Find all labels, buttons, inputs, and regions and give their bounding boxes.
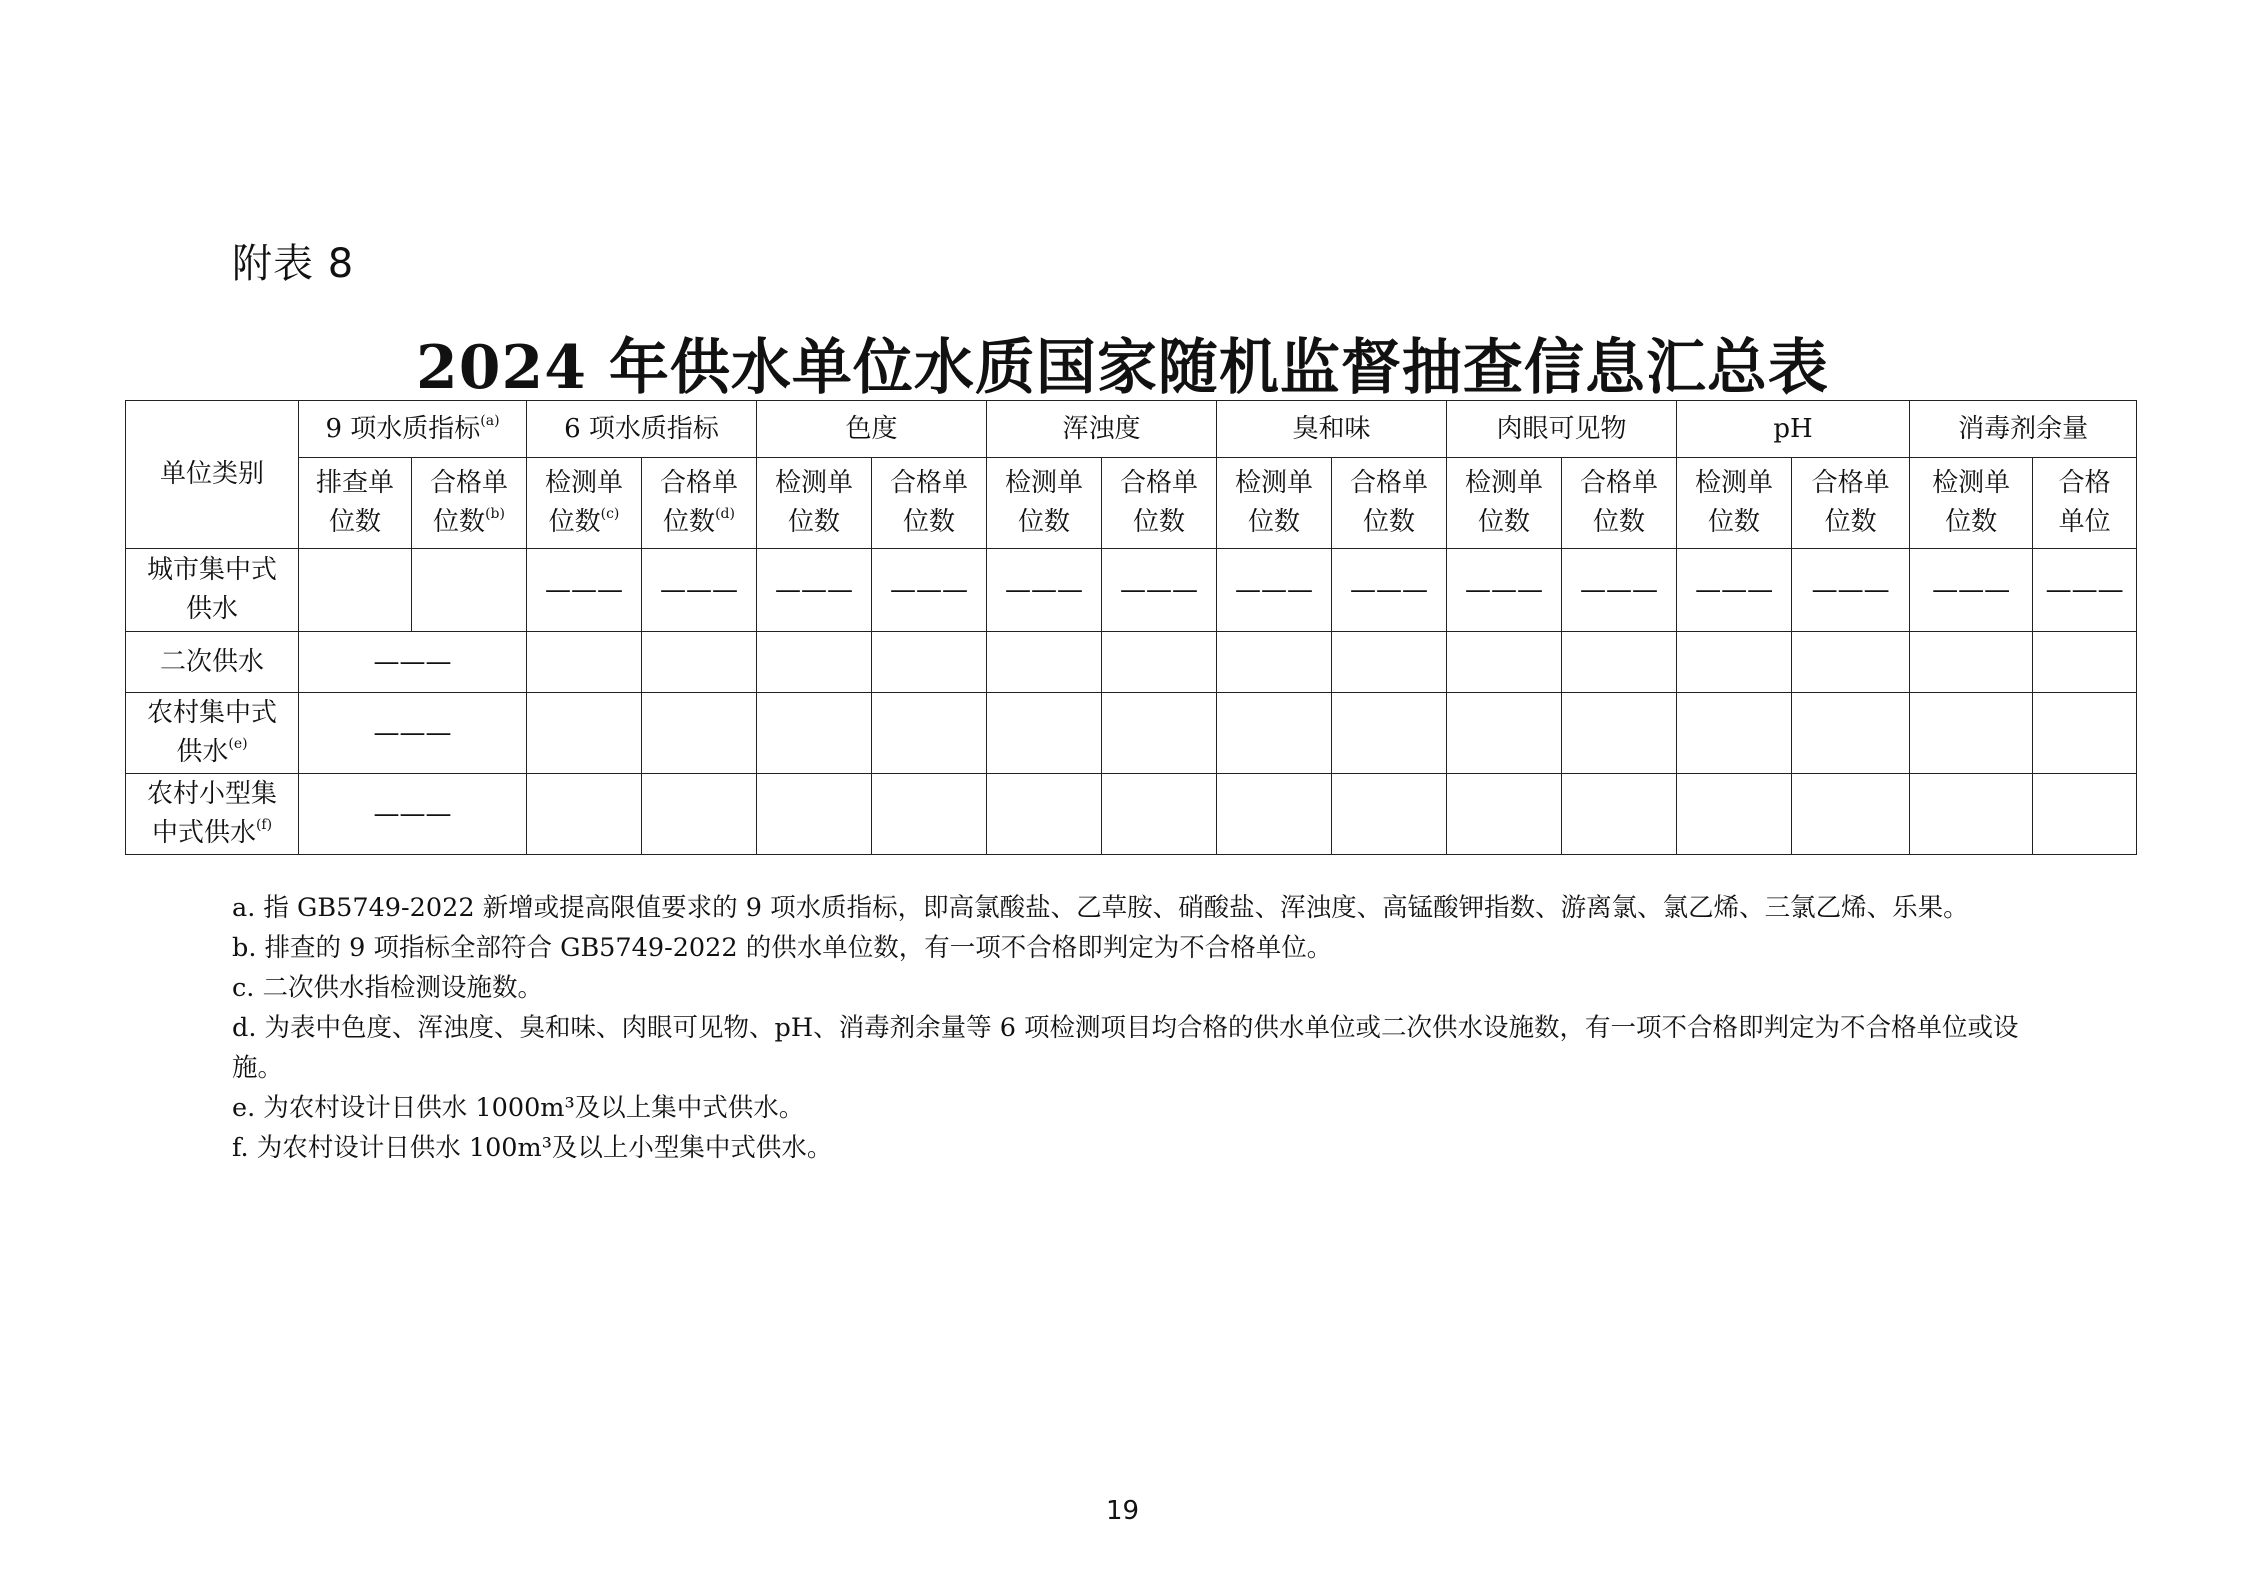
data-cell <box>987 693 1102 774</box>
dash-cell: ——— <box>299 632 527 693</box>
subheader-tested-units: 检测单 位数$^{(c)}$ <box>527 458 642 549</box>
data-cell <box>1792 693 1910 774</box>
group-header-color: 色度 <box>757 401 987 458</box>
footnote-d: d. 为表中色度、浑浊度、臭和味、肉眼可见物、pH、消毒剂余量等 6 项检测项目均合格的供水单位或二次供水设施数，有一项不合格即判定为不合格单位或设施。 <box>232 1013 2019 1083</box>
data-cell <box>1447 693 1562 774</box>
group-header-visible-matter: 肉眼可见物 <box>1447 401 1677 458</box>
data-cell <box>1562 632 1677 693</box>
subheader-tested-units: 检测单 位数 <box>1910 458 2033 549</box>
summary-table <box>125 400 2137 855</box>
data-cell <box>1217 693 1332 774</box>
group-header-6-indicators: 6 项水质指标 <box>527 401 757 458</box>
data-cell <box>872 693 987 774</box>
dash-cell: ——— <box>757 549 872 632</box>
data-cell <box>642 632 757 693</box>
row-label: 农村集中式 供水$^{(e)}$ <box>126 693 299 774</box>
data-cell <box>872 774 987 855</box>
data-cell <box>1447 774 1562 855</box>
data-cell <box>642 693 757 774</box>
data-cell <box>872 632 987 693</box>
row-label: 农村小型集 中式供水$^{(f)}$ <box>126 774 299 855</box>
subheader-passed-units: 合格单 位数 <box>1562 458 1677 549</box>
subheader-passed-units: 合格 单位 <box>2033 458 2137 549</box>
data-cell <box>757 632 872 693</box>
data-cell <box>1562 774 1677 855</box>
table-row-rural-centralized <box>126 693 2137 774</box>
group-header-ph: pH <box>1677 401 1910 458</box>
subheader-tested-units: 检测单 位数 <box>987 458 1102 549</box>
footnote-c: c. 二次供水指检测设施数。 <box>232 973 543 1003</box>
subheader-passed-units: 合格单 位数 <box>1102 458 1217 549</box>
data-cell <box>1332 632 1447 693</box>
subheader-tested-units: 检测单 位数 <box>1217 458 1332 549</box>
group-header-9-indicators: 9 项水质指标$^{(a)}$ <box>299 401 527 458</box>
data-cell <box>2033 632 2137 693</box>
group-header-odor-taste: 臭和味 <box>1217 401 1447 458</box>
footnote-a: a. 指 GB5749-2022 新增或提高限值要求的 9 项水质指标，即高氯酸盐、乙草胺、硝酸盐、浑浊度、高锰酸钾指数、游离氯、氯乙烯、三氯乙烯、乐果。 <box>232 893 1969 923</box>
data-cell <box>1332 774 1447 855</box>
dash-cell: ——— <box>1677 549 1792 632</box>
data-cell <box>1792 632 1910 693</box>
data-cell <box>2033 693 2137 774</box>
data-cell <box>1910 693 2033 774</box>
data-cell <box>1677 693 1792 774</box>
data-cell <box>1562 693 1677 774</box>
table-row-rural-small-centralized <box>126 774 2137 855</box>
data-cell <box>642 774 757 855</box>
dash-cell: ——— <box>1217 549 1332 632</box>
data-cell <box>1792 774 1910 855</box>
data-cell <box>1677 774 1792 855</box>
dash-cell: ——— <box>1562 549 1677 632</box>
data-cell <box>757 774 872 855</box>
row-label: 城市集中式 供水 <box>126 549 299 632</box>
data-cell <box>1910 774 2033 855</box>
data-cell <box>1217 632 1332 693</box>
data-cell <box>299 549 412 632</box>
data-cell <box>2033 774 2137 855</box>
data-cell <box>1910 632 2033 693</box>
dash-cell: ——— <box>1332 549 1447 632</box>
subheader-screened-units: 排查单 位数 <box>299 458 412 549</box>
subheader-passed-units: 合格单 位数 <box>1792 458 1910 549</box>
table-row-urban-centralized <box>126 549 2137 632</box>
subheader-tested-units: 检测单 位数 <box>757 458 872 549</box>
data-cell <box>527 774 642 855</box>
footnote-f: f. 为农村设计日供水 100m³及以上小型集中式供水。 <box>232 1133 833 1163</box>
dash-cell: ——— <box>2033 549 2137 632</box>
data-cell <box>987 632 1102 693</box>
row-label: 二次供水 <box>126 632 299 693</box>
dash-cell: ——— <box>872 549 987 632</box>
dash-cell: ——— <box>299 774 527 855</box>
dash-cell: ——— <box>1447 549 1562 632</box>
table-row-secondary-supply <box>126 632 2137 693</box>
dash-cell: ——— <box>987 549 1102 632</box>
dash-cell: ——— <box>527 549 642 632</box>
dash-cell: ——— <box>1102 549 1217 632</box>
data-cell <box>1102 774 1217 855</box>
data-cell <box>1217 774 1332 855</box>
subheader-tested-units: 检测单 位数 <box>1447 458 1562 549</box>
data-cell <box>527 632 642 693</box>
subheader-passed-units: 合格单 位数$^{(d)}$ <box>642 458 757 549</box>
group-header-turbidity: 浑浊度 <box>987 401 1217 458</box>
row-header-cell: 单位类别 <box>126 401 299 549</box>
document-title: 2024 年供水单位水质国家随机监督抽查信息汇总表 <box>416 333 1829 403</box>
header-row-groups <box>126 401 2137 458</box>
data-cell <box>987 774 1102 855</box>
data-cell <box>1677 632 1792 693</box>
subheader-passed-units: 合格单 位数 <box>872 458 987 549</box>
dash-cell: ——— <box>299 693 527 774</box>
header-row-subcolumns <box>126 458 2137 549</box>
data-cell <box>1332 693 1447 774</box>
group-header-disinfectant: 消毒剂余量 <box>1910 401 2137 458</box>
data-cell <box>527 693 642 774</box>
appendix-label: 附表 8 <box>232 241 355 287</box>
footnote-e: e. 为农村设计日供水 1000m³及以上集中式供水。 <box>232 1093 805 1123</box>
data-cell <box>1102 632 1217 693</box>
data-cell <box>1447 632 1562 693</box>
page-number: 19 <box>1105 1496 1140 1526</box>
subheader-passed-units: 合格单 位数$^{(b)}$ <box>412 458 527 549</box>
data-cell <box>412 549 527 632</box>
dash-cell: ——— <box>1910 549 2033 632</box>
data-cell <box>1102 693 1217 774</box>
footnotes <box>232 888 2042 1168</box>
dash-cell: ——— <box>642 549 757 632</box>
footnote-b: b. 排查的 9 项指标全部符合 GB5749-2022 的供水单位数，有一项不合格即判定为不合格单位。 <box>232 933 1333 963</box>
subheader-tested-units: 检测单 位数 <box>1677 458 1792 549</box>
subheader-passed-units: 合格单 位数 <box>1332 458 1447 549</box>
dash-cell: ——— <box>1792 549 1910 632</box>
data-cell <box>757 693 872 774</box>
